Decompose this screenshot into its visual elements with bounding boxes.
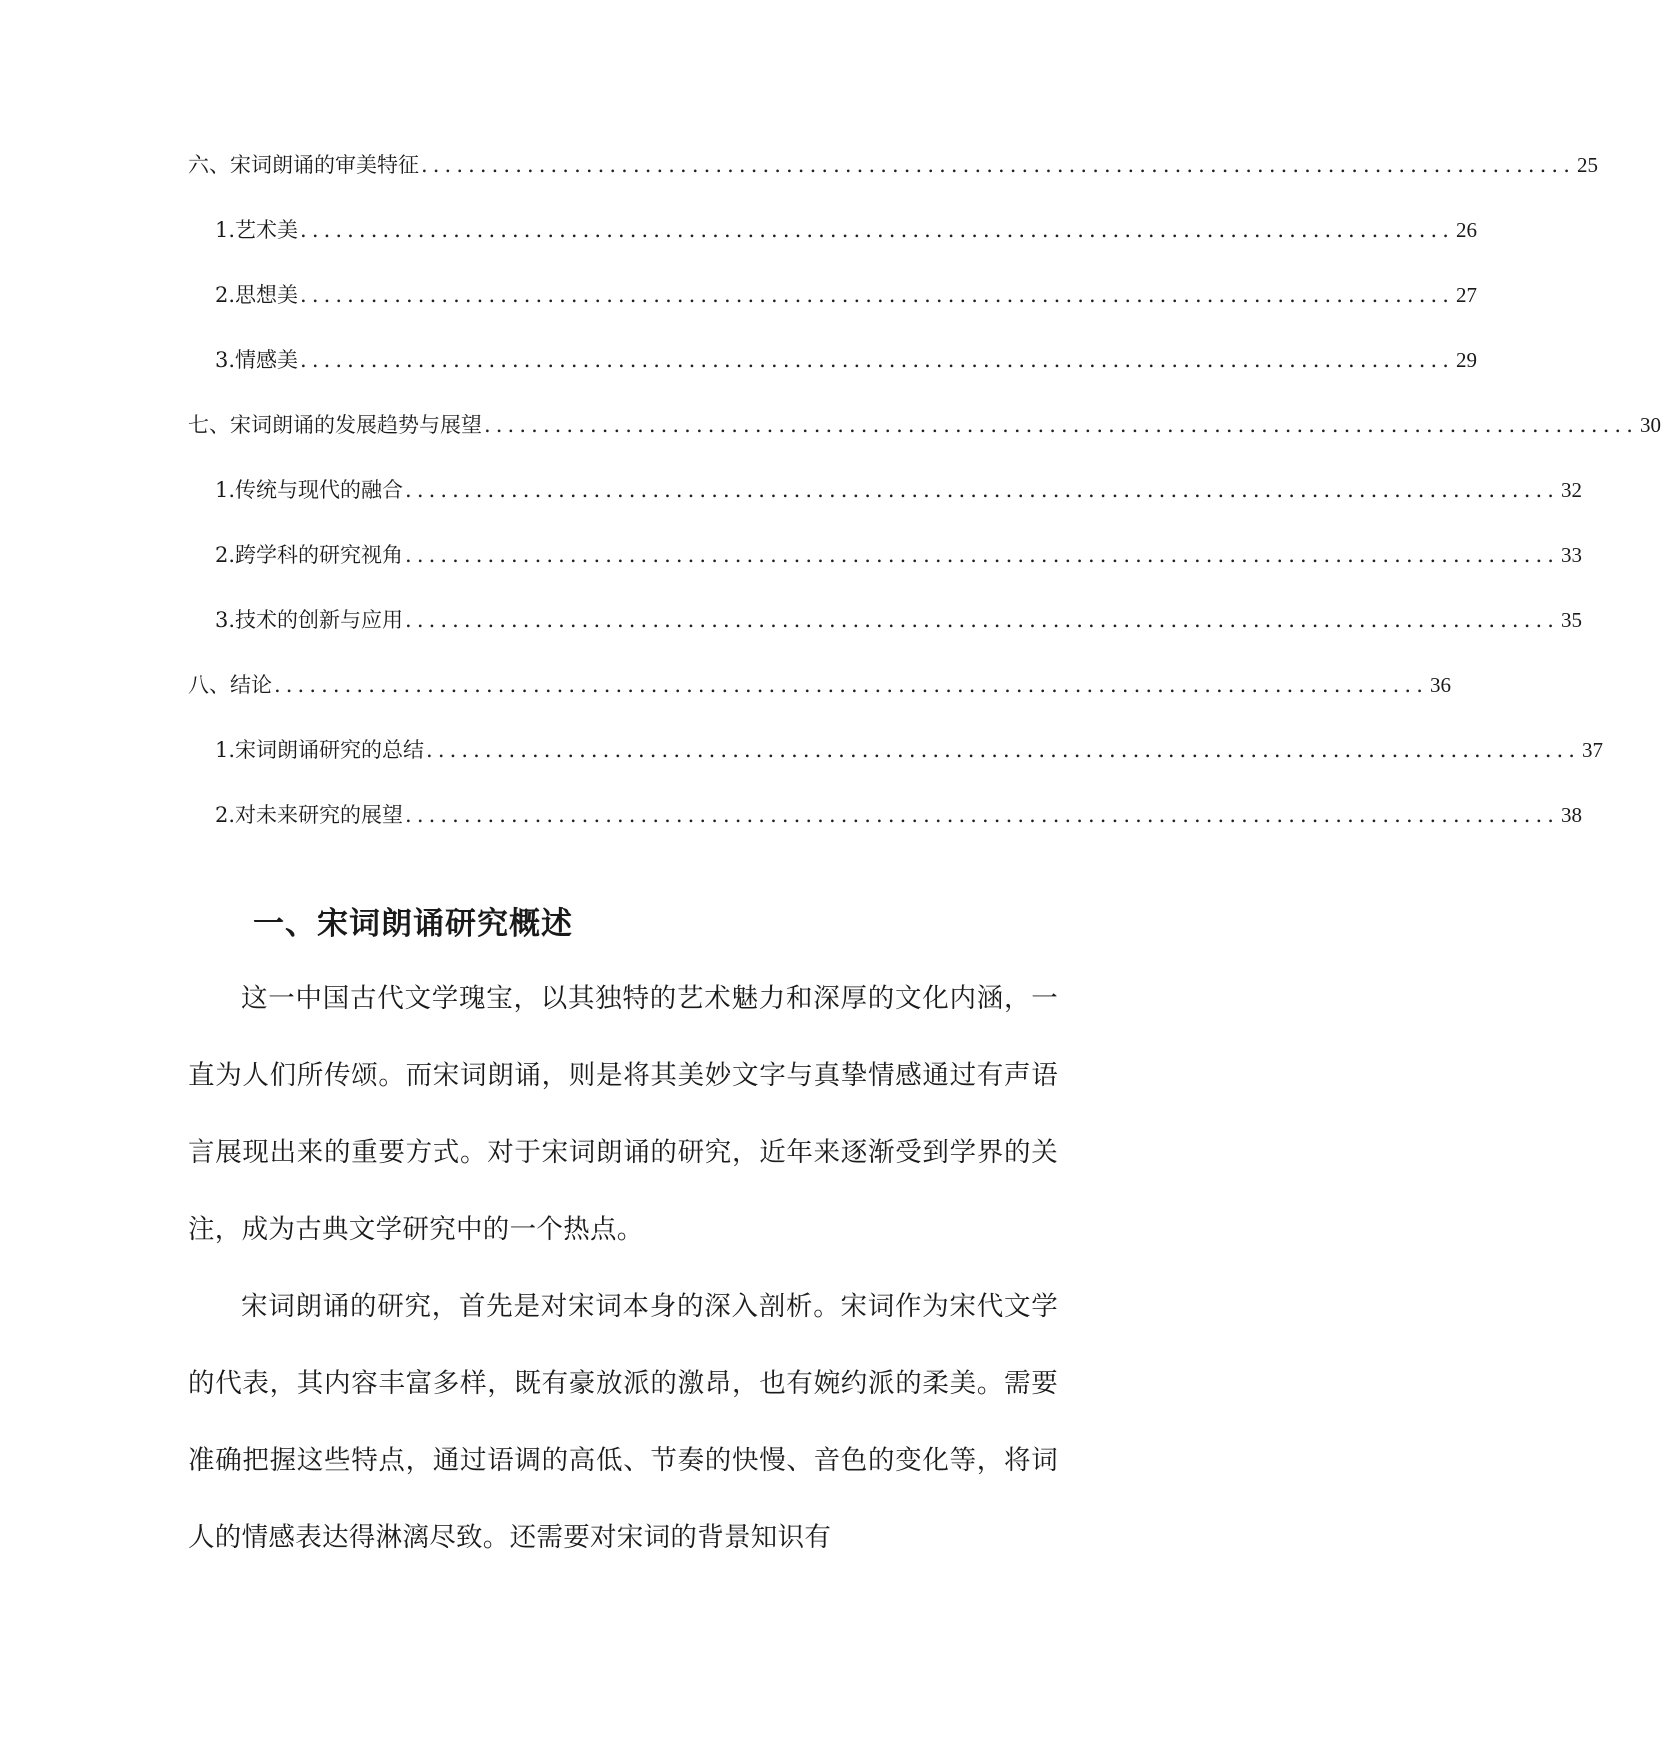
toc-leader-dots: .................................................................................................. [484,413,1638,437]
toc-leader-dots: .................................................................................................. [300,348,1455,372]
toc-entry-number: 1. [215,738,236,762]
toc-leader-dots: .................................................................................................. [300,218,1455,242]
toc-entry-title: 八、结论 [188,673,272,697]
toc-entry[interactable] [188,410,1661,475]
toc-entry-number: 2. [215,283,236,307]
toc-leader-dots: .................................................................................................. [405,608,1560,632]
toc-entry-number: 1. [215,218,236,242]
table-of-contents [188,150,1661,865]
toc-leader-dots: .................................................................................................. [274,673,1428,697]
toc-page-number: 38 [1561,803,1583,827]
toc-page-number: 30 [1639,413,1661,437]
toc-entry[interactable] [188,540,1583,605]
toc-entry[interactable] [188,670,1451,735]
toc-entry-title: 跨学科的研究视角 [235,543,404,567]
toc-entry-title: 六、宋词朗诵的审美特征 [188,153,419,177]
section-heading: 一、宋词朗诵研究概述 [253,906,573,942]
toc-leader-dots: .................................................................................................. [405,803,1560,827]
toc-page-number: 37 [1582,738,1604,762]
toc-entry-number: 3. [215,608,236,632]
body-paragraph: 宋词朗诵的研究，首先是对宋词本身的深入剖析。宋词作为宋代文学的代表，其内容丰富多样，既有豪放派的激昂，也有婉约派的柔美。需要准确把握这些特点，通过语调的高低、节奏的快慢、音色的变化等，将词人的情感表达得淋漓尽致。还需要对宋词的背景知识有 [188,1291,1058,1553]
toc-page-number: 35 [1561,608,1583,632]
toc-page-number: 33 [1561,543,1583,567]
toc-page-number: 27 [1456,283,1478,307]
toc-entry-title: 传统与现代的融合 [235,478,404,502]
toc-leader-dots: .................................................................................................. [421,153,1575,177]
toc-entry-title: 对未来研究的展望 [235,803,404,827]
toc-page-number: 29 [1456,348,1478,372]
toc-entry[interactable] [188,605,1583,670]
toc-entry[interactable] [188,280,1478,345]
toc-entry-title: 思想美 [235,283,299,307]
toc-entry-title: 艺术美 [235,218,299,242]
toc-entry[interactable] [188,345,1478,410]
toc-entry[interactable] [188,150,1598,215]
toc-entry[interactable] [188,475,1583,540]
toc-entry-number: 2. [215,803,236,827]
toc-entry-number: 1. [215,478,236,502]
body-paragraph: 这一中国古代文学瑰宝，以其独特的艺术魅力和深厚的文化内涵，一直为人们所传颂。而宋词朗诵，则是将其美妙文字与真挚情感通过有声语言展现出来的重要方式。对于宋词朗诵的研究，近年来逐渐受到学界的关注，成为古典文学研究中的一个热点。 [188,983,1058,1245]
toc-leader-dots: .................................................................................................. [405,478,1560,502]
toc-leader-dots: .................................................................................................. [426,738,1581,762]
toc-entry-title: 技术的创新与应用 [235,608,404,632]
toc-entry-number: 3. [215,348,236,372]
toc-leader-dots: .................................................................................................. [300,283,1455,307]
toc-page-number: 26 [1456,218,1478,242]
section-body [188,960,1058,1576]
toc-entry-title: 七、宋词朗诵的发展趋势与展望 [188,413,482,437]
toc-entry-number: 2. [215,543,236,567]
toc-entry[interactable] [188,735,1604,800]
toc-leader-dots: .................................................................................................. [405,543,1560,567]
toc-page-number: 36 [1429,673,1451,697]
toc-entry[interactable] [188,215,1478,280]
toc-entry[interactable] [188,800,1583,865]
toc-page-number: 32 [1561,478,1583,502]
toc-entry-title: 宋词朗诵研究的总结 [235,738,425,762]
toc-entry-title: 情感美 [235,348,299,372]
toc-page-number: 25 [1576,153,1598,177]
